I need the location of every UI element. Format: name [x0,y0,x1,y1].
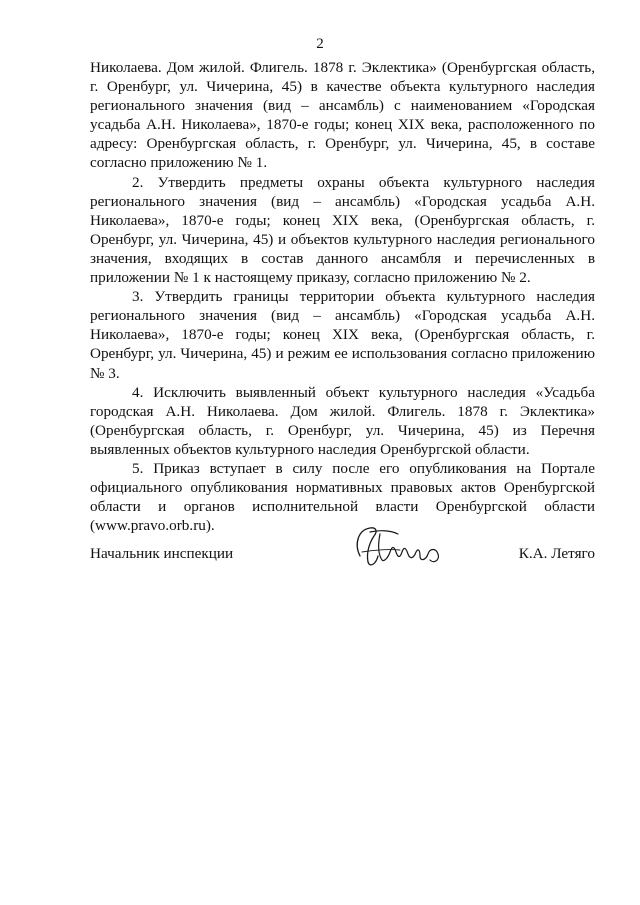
handwritten-signature [348,522,452,572]
signer-title: Начальник инспекции [90,545,234,562]
paragraph-item-5: 5. Приказ вступает в силу после его опубликования на Портале официального опубликования нормативных правовых актов Оренбургской области и органов исполнительной власти Оренбургской области (www.pravo.orb.ru). [90,459,595,535]
signer-name: К.А. Летяго [518,545,595,562]
paragraph-item-4: 4. Исключить выявленный объект культурного наследия «Усадьба городская А.Н. Николаева. Дом жилой. Флигель. 1878 г. Эклектика» (Оренбургская область, г. Оренбург, ул. Чичерина, 45) из Перечня выявленных объектов культурного наследия Оренбургской области. [90,383,595,458]
page-number: 2 [316,36,324,52]
paragraph-item-2: 2. Утвердить предметы охраны объекта культурного наследия регионального значения (вид – ансамбль) «Городская усадьба А.Н. Николаева», 1870-е годы; конец XIX века, (Оренбургская область, г. Оренбург, ул. Чичерина, 45) и объектов культурного наследия регионального значения, входящих в состав данного ансамбля и перечисленных в приложении № 1 к настоящему приказу, согласно приложению № 2. [90,173,595,287]
paragraph-item-3: 3. Утвердить границы территории объекта культурного наследия регионального значения (вид – ансамбль) «Городская усадьба А.Н. Николаева», 1870-е годы; конец XIX века, (Оренбургская область, г. Оренбург, ул. Чичерина, 45) и режим ее использования согласно приложению № 3. [90,288,595,382]
paragraph-continuation: Николаева. Дом жилой. Флигель. 1878 г. Эклектика» (Оренбургская область, г. Оренбург, ул. Чичерина, 45) в качестве объекта культурного наследия регионального значения (вид – ансамбль) с наименованием «Городская усадьба А.Н. Николаева», 1870-е годы; конец XIX века, расположенного по адресу: Оренбургская область, г. Оренбург, ул. Чичерина, 45, в составе согласно приложению № 1. [90,59,595,172]
signature-block [90,530,595,580]
document-body [90,58,595,535]
